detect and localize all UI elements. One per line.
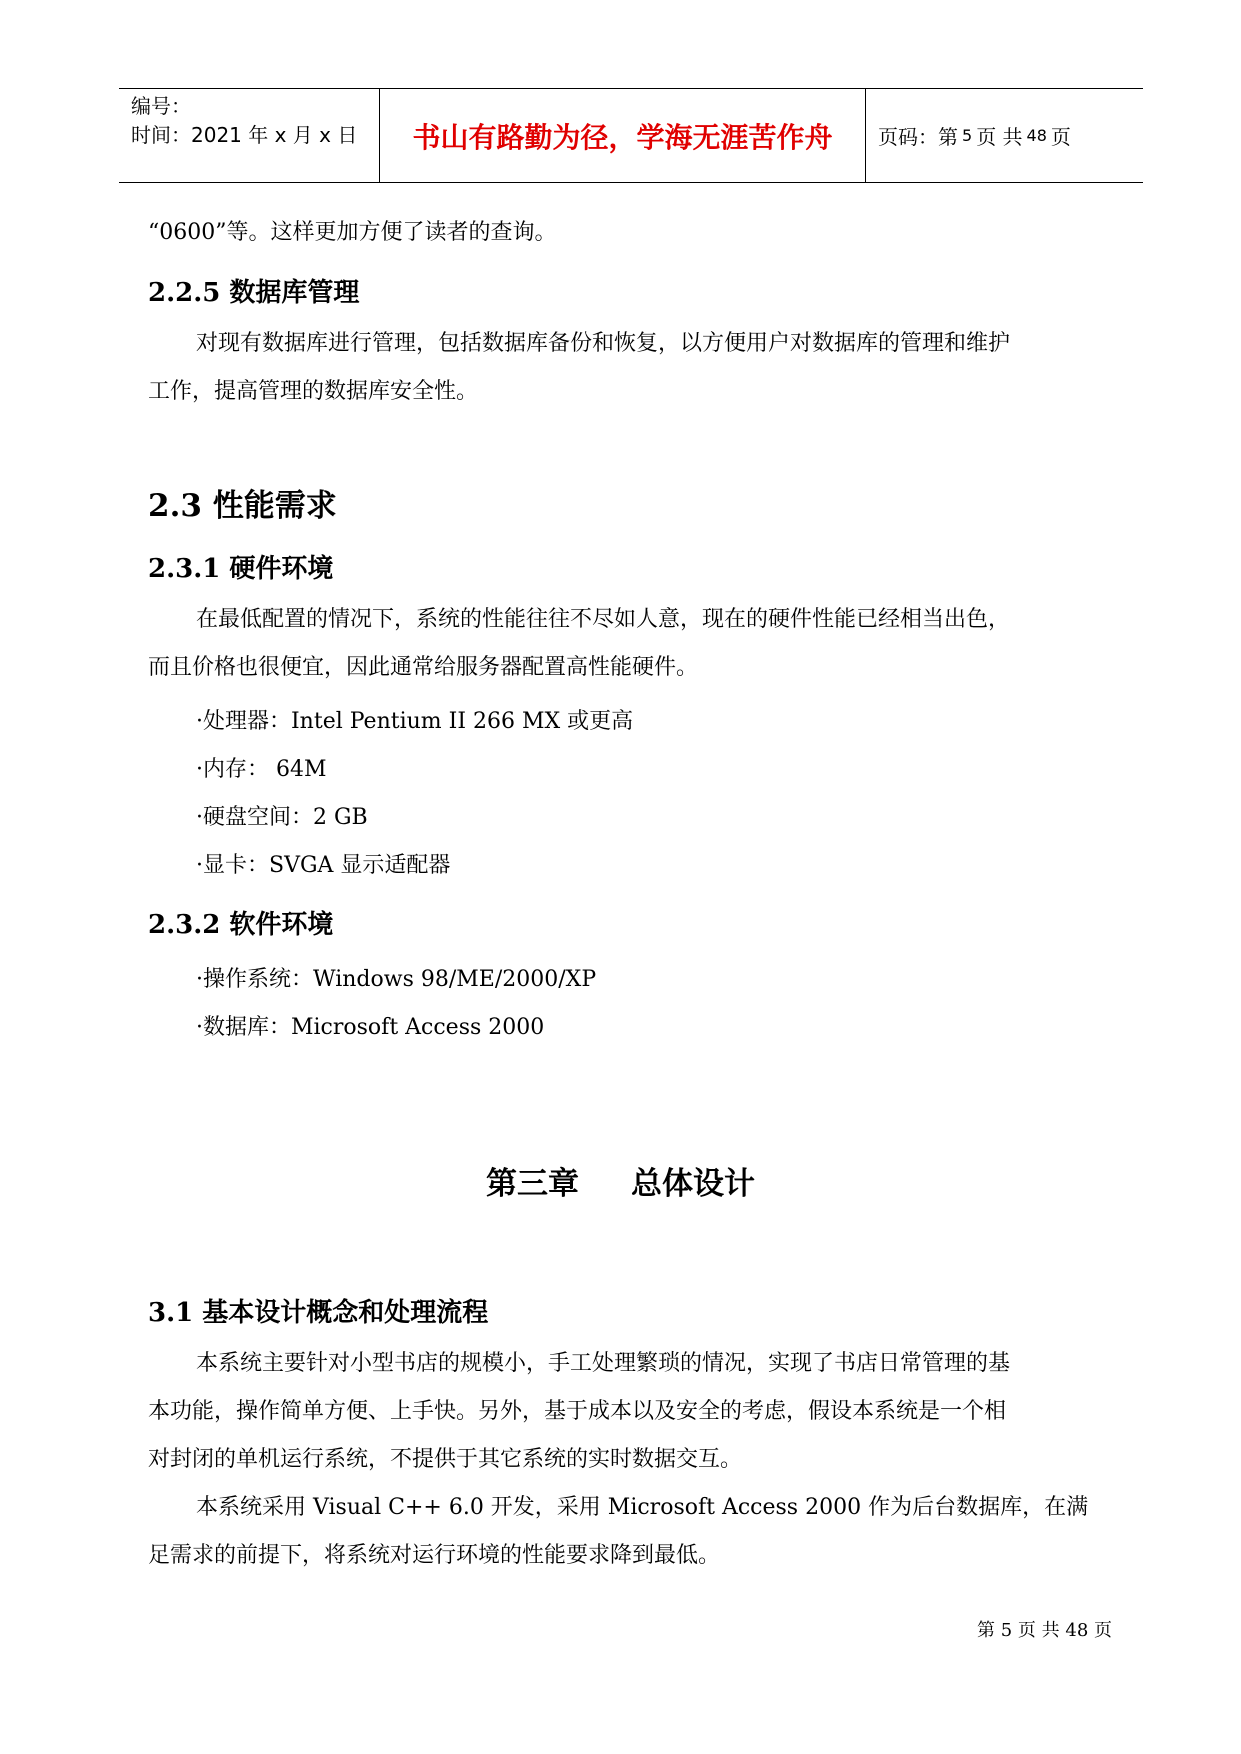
- section-3-1-p2-line-2: 足需求的前提下，将系统对运行环境的性能要求降到最低。: [148, 1543, 721, 1568]
- section-3-1-p1-line-3: 对封闭的单机运行系统，不提供于其它系统的实时数据交互。: [148, 1447, 743, 1472]
- header-page-middle: 页 共: [976, 125, 1023, 149]
- header-page-info: [866, 89, 1143, 182]
- header-page-suffix: 页: [1050, 125, 1071, 149]
- sw-item-database: ·数据库：Microsoft Access 2000: [196, 1015, 545, 1040]
- section-2-2-5-line-1: 对现有数据库进行管理，包括数据库备份和恢复，以方便用户对数据库的管理和维护: [196, 331, 1011, 356]
- header-time: 时间：2021 年 x 月 x 日: [131, 123, 358, 147]
- hw-item-disk: ·硬盘空间：2 GB: [196, 805, 368, 830]
- section-2-3-1-title: 2.3.1 硬件环境: [148, 554, 334, 584]
- section-2-2-5-title: 2.2.5 数据库管理: [148, 278, 360, 308]
- page-footer: 第 5 页 共 48 页: [977, 1620, 1112, 1641]
- section-3-1-p2-line-1: 本系统采用 Visual C++ 6.0 开发，采用 Microsoft Access 2000 作为后台数据库，在满: [196, 1495, 1089, 1520]
- header-page-current: 5: [962, 126, 973, 145]
- hw-item-cpu: ·处理器：Intel Pentium II 266 MX 或更高: [196, 709, 634, 734]
- section-2-2-5-line-2: 工作，提高管理的数据库安全性。: [148, 379, 479, 404]
- chapter-number: 第三章: [486, 1166, 579, 1202]
- page-header: [119, 88, 1143, 183]
- header-page-prefix: 页码：第: [878, 125, 958, 149]
- hw-item-display: ·显卡：SVGA 显示适配器: [196, 853, 451, 878]
- section-3-1-title: 3.1 基本设计概念和处理流程: [148, 1298, 489, 1328]
- chapter-heading: [0, 1158, 1241, 1203]
- hw-item-memory: ·内存： 64M: [196, 757, 327, 782]
- continued-paragraph: “0600”等。这样更加方便了读者的查询。: [148, 220, 557, 245]
- header-motto: 书山有路勤为径，学海无涯苦作舟: [380, 89, 866, 182]
- section-3-1-p1-line-1: 本系统主要针对小型书店的规模小，手工处理繁琐的情况，实现了书店日常管理的基: [196, 1351, 1011, 1376]
- section-3-1-p1-line-2: 本功能，操作简单方便、上手快。另外，基于成本以及安全的考虑，假设本系统是一个相: [148, 1399, 1007, 1424]
- sw-item-os: ·操作系统：Windows 98/ME/2000/XP: [196, 967, 597, 992]
- header-page-total: 48: [1026, 126, 1047, 145]
- section-2-3-1-line-2: 而且价格也很便宜，因此通常给服务器配置高性能硬件。: [148, 655, 699, 680]
- section-2-3-title: 2.3 性能需求: [148, 488, 337, 524]
- section-2-3-1-line-1: 在最低配置的情况下，系统的性能往往不尽如人意，现在的硬件性能已经相当出色，: [196, 607, 1011, 632]
- header-number-label: 编号：: [131, 94, 191, 118]
- chapter-title: 总体设计: [631, 1166, 755, 1202]
- section-2-3-2-title: 2.3.2 软件环境: [148, 910, 334, 940]
- header-meta: [119, 89, 380, 182]
